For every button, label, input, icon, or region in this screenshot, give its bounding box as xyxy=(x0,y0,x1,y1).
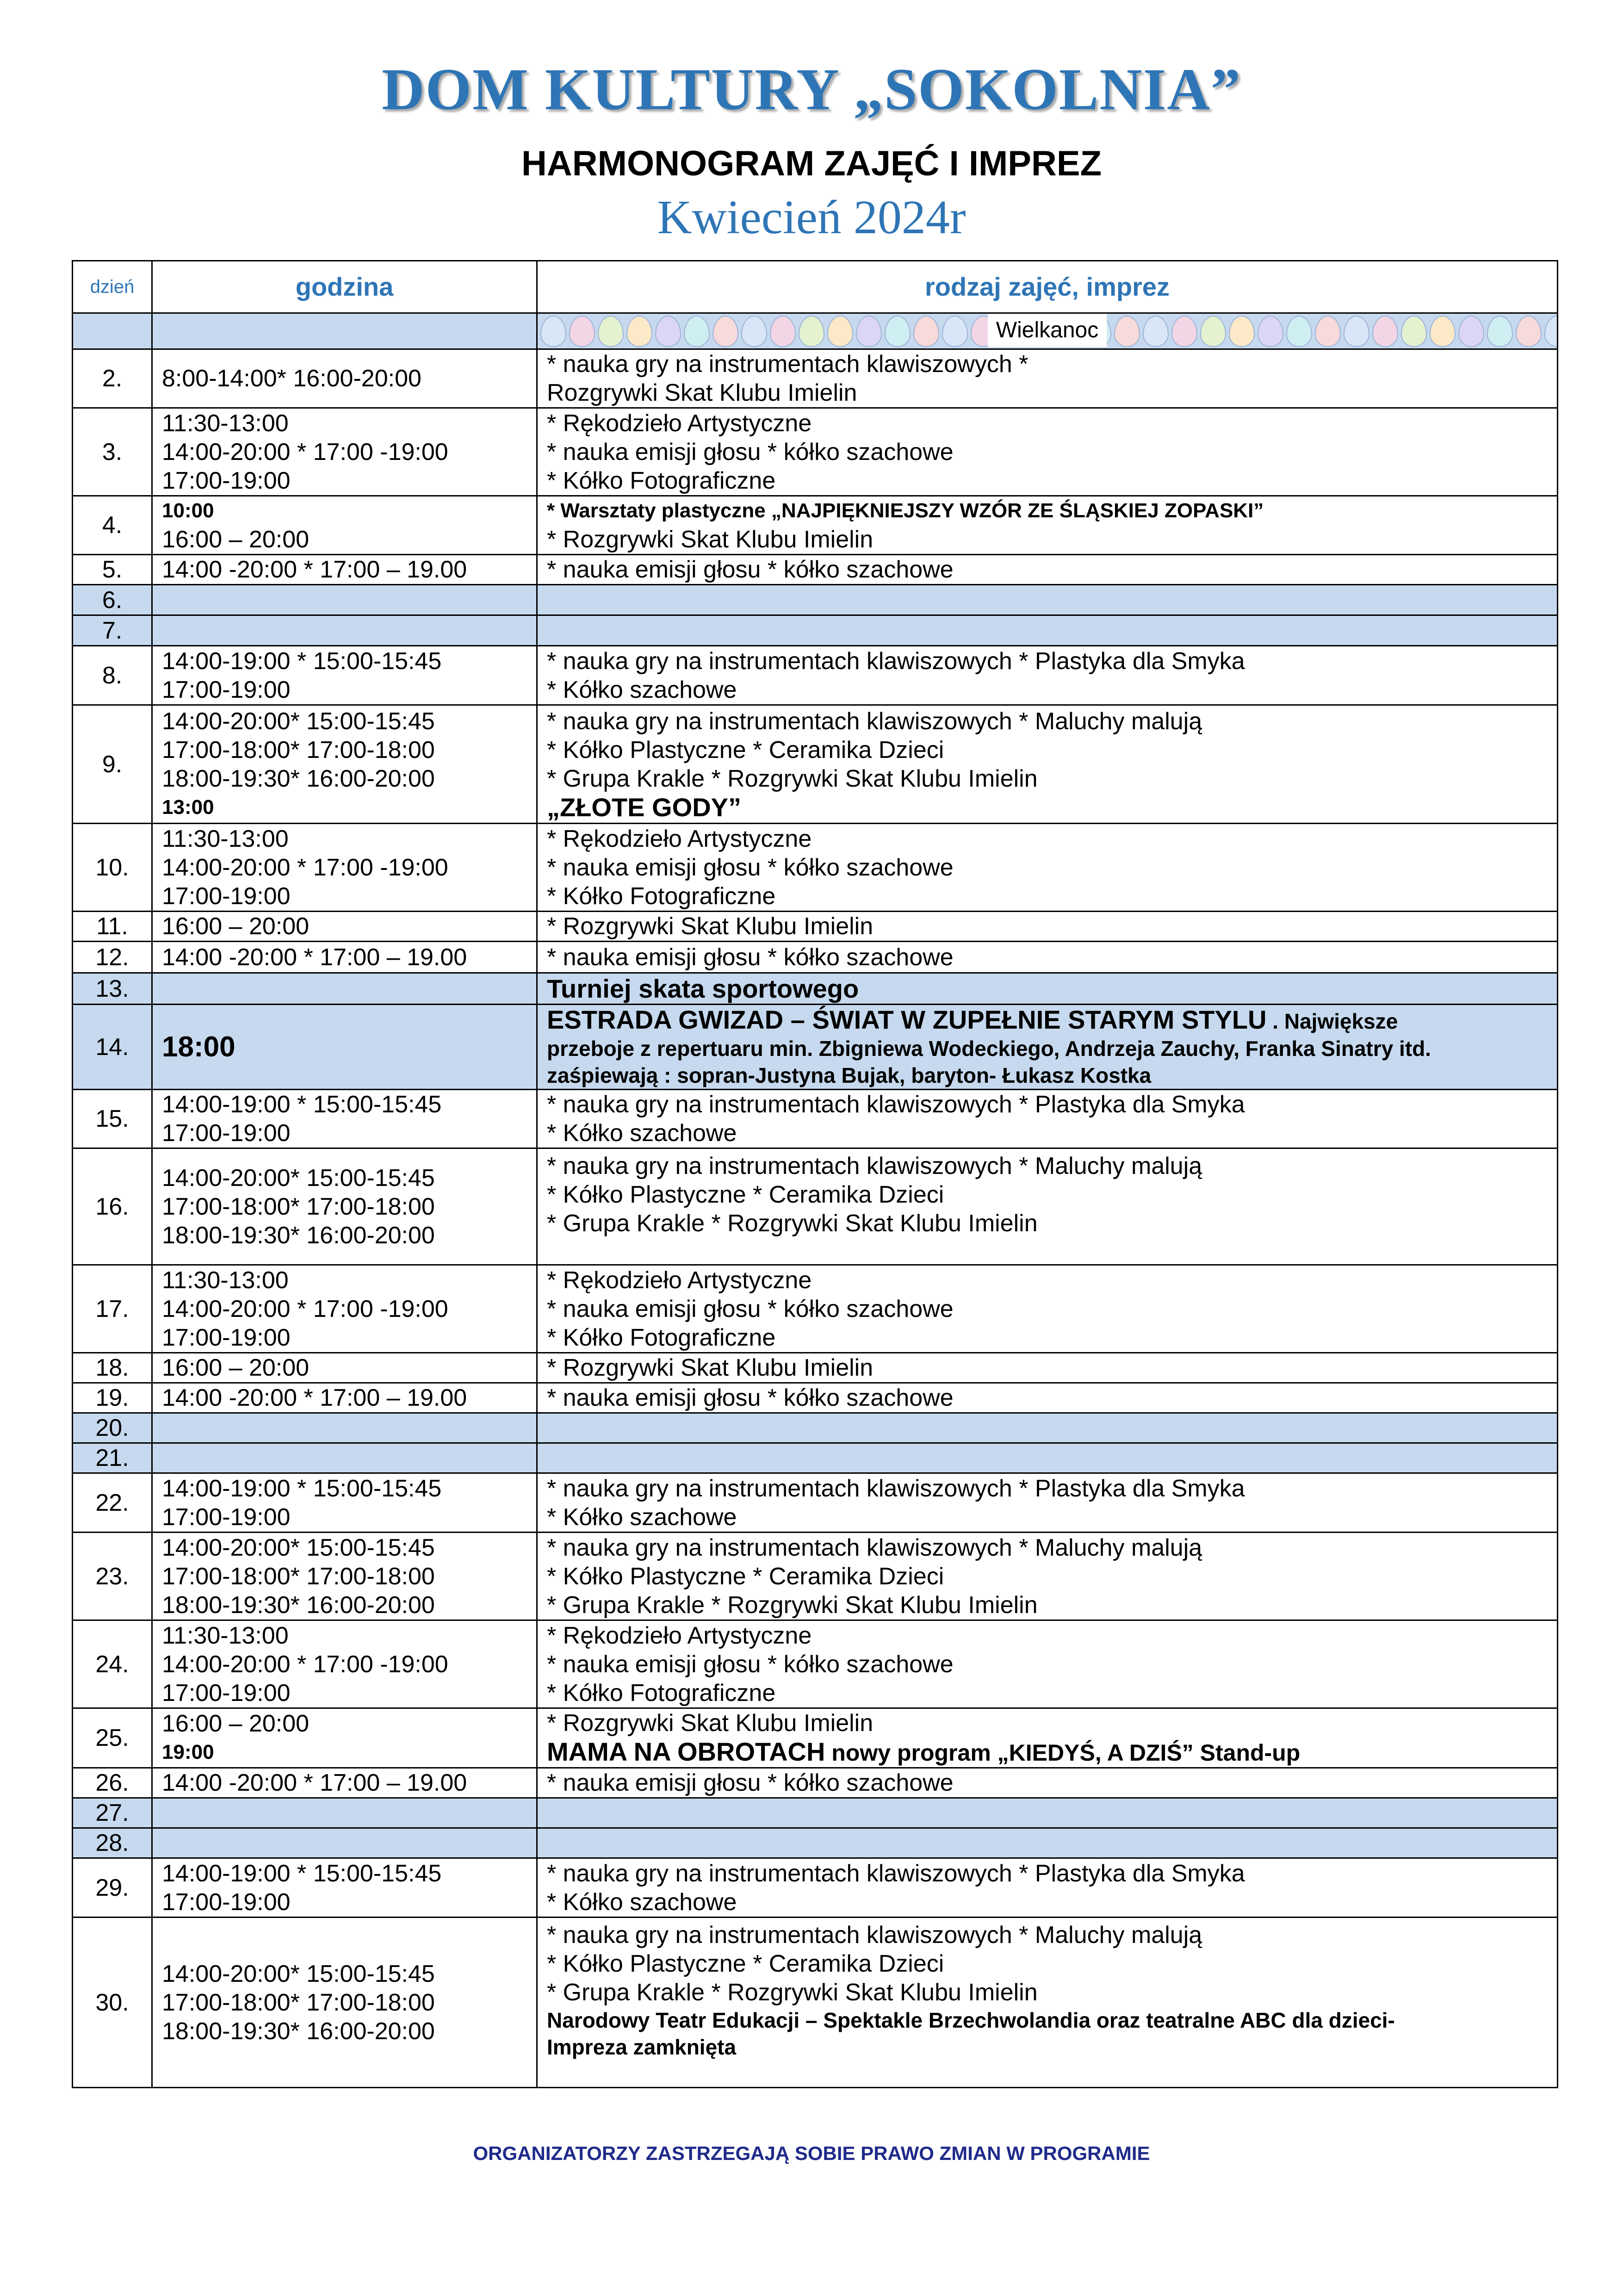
hour-cell xyxy=(152,1708,537,1768)
day-cell: 29. xyxy=(73,1858,152,1917)
activity-line: * Kółko Fotograficzne xyxy=(547,1324,776,1351)
activity-line: * nauka gry na instrumentach klawiszowych * Maluchy malują xyxy=(547,1153,1202,1179)
hour-line: 17:00-19:00 xyxy=(162,882,291,910)
activity-line: * Kółko szachowe xyxy=(547,1120,737,1147)
easter-egg-icon xyxy=(1114,316,1140,347)
activity-line: * Grupa Krakle * Rozgrywki Skat Klubu Imielin xyxy=(547,765,1038,792)
activity-line: * Kółko szachowe xyxy=(547,1503,737,1531)
hour-line: 17:00-18:00* 17:00-18:00 xyxy=(162,1563,435,1590)
hour-cell xyxy=(152,1265,537,1353)
table-row xyxy=(73,1768,1558,1798)
activity-cell xyxy=(537,1473,1558,1533)
hour-cell: 14:00 -20:00 * 17:00 – 19.00 xyxy=(152,1383,537,1413)
event-description: . Największe xyxy=(1266,1009,1398,1033)
hour-line: 17:00-19:00 xyxy=(162,1324,291,1351)
activity-line: * Rękodzieło Artystyczne xyxy=(547,1622,812,1649)
hour-cell: 16:00 – 20:00 xyxy=(152,912,537,942)
easter-egg-icon xyxy=(913,316,939,347)
activity-line: * Kółko Plastyczne * Ceramika Dzieci xyxy=(547,736,944,763)
day-cell: 13. xyxy=(73,973,152,1005)
easter-egg-icon xyxy=(540,316,566,347)
table-row xyxy=(73,555,1558,585)
activity-line: * nauka gry na instrumentach klawiszowych * Maluchy malują xyxy=(547,1922,1202,1948)
day-cell: 6. xyxy=(73,585,152,615)
event-description: Impreza zamknięta xyxy=(547,2035,737,2059)
hour-cell xyxy=(152,349,537,408)
day-cell: 9. xyxy=(73,705,152,824)
hour-line: 14:00-20:00* 15:00-15:45 xyxy=(162,707,435,735)
table-row xyxy=(73,705,1558,824)
hour-line: 17:00-18:00* 17:00-18:00 xyxy=(162,1193,435,1220)
hour-cell: 14:00 -20:00 * 17:00 – 19.00 xyxy=(152,1768,537,1798)
easter-egg-icon xyxy=(598,316,624,347)
hour-line: 11:30-13:00 xyxy=(162,410,289,437)
hour-line: 17:00-19:00 xyxy=(162,1679,291,1706)
day-cell: 8. xyxy=(73,646,152,705)
activity-cell xyxy=(537,1090,1558,1148)
table-row xyxy=(73,349,1558,408)
table-row xyxy=(73,973,1558,1005)
activity-cell xyxy=(537,824,1558,912)
hour-cell xyxy=(152,973,537,1005)
activity-line: * nauka gry na instrumentach klawiszowych * Maluchy malują xyxy=(547,1534,1202,1561)
header-activity: rodzaj zajęć, imprez xyxy=(537,261,1558,313)
easter-egg-icon xyxy=(1487,316,1513,347)
hour-line: 14:00-20:00* 15:00-15:45 xyxy=(162,1164,435,1191)
activity-line: * Kółko Plastyczne * Ceramika Dzieci xyxy=(547,1181,944,1208)
activity-cell xyxy=(537,1265,1558,1353)
hour-cell xyxy=(152,1858,537,1917)
hour-line: 11:30-13:00 xyxy=(162,1266,289,1294)
table-row xyxy=(73,1090,1558,1148)
day-cell: 30. xyxy=(73,1917,152,2088)
hour-cell xyxy=(152,1620,537,1708)
easter-egg-icon xyxy=(942,316,968,347)
table-row xyxy=(73,912,1558,942)
activity-cell xyxy=(537,585,1558,615)
hour-line: 16:00 – 20:00 xyxy=(162,526,310,553)
day-cell: 5. xyxy=(73,555,152,585)
activity-cell xyxy=(537,1443,1558,1473)
activity-line: * nauka gry na instrumentach klawiszowych * Plastyka dla Smyka xyxy=(547,1475,1245,1502)
hour-cell xyxy=(152,824,537,912)
easter-egg-icon xyxy=(1229,316,1255,347)
day-cell: 12. xyxy=(73,942,152,973)
schedule-table xyxy=(72,260,1558,2088)
activity-cell xyxy=(537,615,1558,646)
activity-cell xyxy=(537,1620,1558,1708)
activity-cell xyxy=(537,1917,1558,2088)
activity-cell xyxy=(537,1828,1558,1858)
activity-line: * nauka emisji głosu * kółko szachowe xyxy=(547,854,954,881)
table-row xyxy=(73,1858,1558,1917)
hour-line: 17:00-18:00* 17:00-18:00 xyxy=(162,1989,435,2016)
easter-egg-icon xyxy=(684,316,710,347)
hour-cell xyxy=(152,1917,537,2088)
hour-line: 14:00-19:00 * 15:00-15:45 xyxy=(162,647,442,675)
header-day: dzień xyxy=(73,261,152,313)
hour-line: 17:00-19:00 xyxy=(162,467,291,494)
easter-egg-icon xyxy=(1430,316,1456,347)
event-title: MAMA NA OBROTACH xyxy=(547,1737,825,1766)
activity-line: * nauka emisji głosu * kółko szachowe xyxy=(547,1651,954,1678)
hour-line: 14:00-20:00* 15:00-15:45 xyxy=(162,1960,435,1987)
easter-egg-icon xyxy=(1171,316,1197,347)
table-row xyxy=(73,1148,1558,1265)
hour-cell xyxy=(152,1148,537,1265)
day-cell: 11. xyxy=(73,912,152,942)
footer-note: ORGANIZATORZY ZASTRZEGAJĄ SOBIE PRAWO ZMIAN W PROGRAMIE xyxy=(473,2142,1150,2164)
event-description: zaśpiewają : sopran-Justyna Bujak, baryton- Łukasz Kostka xyxy=(547,1063,1152,1087)
day-cell: 14. xyxy=(73,1005,152,1090)
table-row xyxy=(73,1353,1558,1383)
activity-cell: * nauka emisji głosu * kółko szachowe xyxy=(537,1768,1558,1798)
activity-line: * Kółko Plastyczne * Ceramika Dzieci xyxy=(547,1563,944,1590)
hour-line: 11:30-13:00 xyxy=(162,825,289,852)
table-row xyxy=(73,496,1558,555)
activity-line: * nauka emisji głosu * kółko szachowe xyxy=(547,1295,954,1322)
hour-cell xyxy=(152,496,537,555)
hour-cell xyxy=(152,408,537,496)
hour-line: 17:00-19:00 xyxy=(162,676,291,703)
hour-line: 18:00-19:30* 16:00-20:00 xyxy=(162,1591,435,1619)
activity-line: * nauka gry na instrumentach klawiszowych * Maluchy malują xyxy=(547,707,1202,735)
table-row xyxy=(73,1383,1558,1413)
easter-egg-icon xyxy=(770,316,796,347)
easter-egg-icon xyxy=(569,316,595,347)
easter-egg-icon xyxy=(1315,316,1341,347)
easter-egg-icon xyxy=(827,316,853,347)
hour-cell xyxy=(152,1090,537,1148)
table-row xyxy=(73,1265,1558,1353)
hour-cell: 14:00 -20:00 * 17:00 – 19.00 xyxy=(152,555,537,585)
hour-line: 8:00-14:00* 16:00-20:00 xyxy=(162,365,421,392)
day-cell: 25. xyxy=(73,1708,152,1768)
hour-line: 14:00-20:00 * 17:00 -19:00 xyxy=(162,1295,448,1322)
event-description: Narodowy Teatr Edukacji – Spektakle Brzechwolandia oraz teatralne ABC dla dzieci- xyxy=(547,2008,1395,2032)
hour-line: 14:00-19:00 * 15:00-15:45 xyxy=(162,1091,442,1118)
activity-line: * Grupa Krakle * Rozgrywki Skat Klubu Imielin xyxy=(547,1591,1038,1619)
easter-egg-icon xyxy=(885,316,911,347)
event-description: przeboje z repertuaru min. Zbigniewa Wodeckiego, Andrzeja Zauchy, Franka Sinatry itd. xyxy=(547,1036,1431,1061)
activity-line: * Grupa Krakle * Rozgrywki Skat Klubu Imielin xyxy=(547,1979,1038,2006)
activity-cell xyxy=(537,1708,1558,1768)
easter-egg-icon xyxy=(799,316,824,347)
table-header-row xyxy=(73,261,1558,313)
table-row xyxy=(73,1708,1558,1768)
easter-egg-icon xyxy=(1401,316,1427,347)
activity-line: * nauka gry na instrumentach klawiszowych * Plastyka dla Smyka xyxy=(547,1091,1245,1118)
activity-line: * Rozgrywki Skat Klubu Imielin xyxy=(547,1710,873,1737)
table-row xyxy=(73,1473,1558,1533)
hour-line: 17:00-18:00* 17:00-18:00 xyxy=(162,736,435,763)
easter-egg-icon xyxy=(856,316,882,347)
event-description: nowy program „KIEDYŚ, A DZIŚ” Stand-up xyxy=(825,1740,1301,1766)
activity-cell xyxy=(537,496,1558,555)
easter-egg-icon xyxy=(1258,316,1283,347)
activity-line: * Kółko szachowe xyxy=(547,1888,737,1916)
easter-egg-icon xyxy=(1372,316,1398,347)
table-row xyxy=(73,1443,1558,1473)
hour-cell xyxy=(152,1828,537,1858)
day-cell: 2. xyxy=(73,349,152,408)
day-cell: 26. xyxy=(73,1768,152,1798)
easter-egg-icon xyxy=(1516,316,1542,347)
activity-cell xyxy=(537,1533,1558,1620)
day-cell: 27. xyxy=(73,1798,152,1828)
easter-egg-icon xyxy=(712,316,738,347)
activity-cell xyxy=(537,1148,1558,1265)
hour-line: 14:00-20:00 * 17:00 -19:00 xyxy=(162,438,448,465)
hour-line: 14:00-19:00 * 15:00-15:45 xyxy=(162,1860,442,1887)
easter-egg-icon xyxy=(626,316,652,347)
activity-line: * Rękodzieło Artystyczne xyxy=(547,410,812,437)
activity-cell xyxy=(537,1005,1558,1090)
activity-line: * Rozgrywki Skat Klubu Imielin xyxy=(547,526,873,553)
day-cell: 10. xyxy=(73,824,152,912)
easter-egg-icon xyxy=(1286,316,1312,347)
hour-cell xyxy=(152,1798,537,1828)
event-title: Turniej skata sportowego xyxy=(537,973,1558,1005)
table-row xyxy=(73,1533,1558,1620)
activity-line: * Kółko szachowe xyxy=(547,676,737,703)
header-hour: godzina xyxy=(152,261,537,313)
activity-line: * Warsztaty plastyczne „NAJPIĘKNIEJSZY WZÓR ZE ŚLĄSKIEJ ZOPASKI” xyxy=(547,499,1264,522)
easter-egg-icon xyxy=(1544,316,1558,347)
hour-cell xyxy=(152,313,537,349)
activity-line: * Kółko Fotograficzne xyxy=(547,1679,776,1706)
activity-line: * Rękodzieło Artystyczne xyxy=(547,1266,812,1294)
day-cell: 20. xyxy=(73,1413,152,1443)
table-row xyxy=(73,646,1558,705)
table-row xyxy=(73,824,1558,912)
hour-line: 17:00-19:00 xyxy=(162,1888,291,1916)
hour-line: 14:00-20:00* 15:00-15:45 xyxy=(162,1534,435,1561)
easter-egg-icon xyxy=(655,316,681,347)
day-cell: 4. xyxy=(73,496,152,555)
hour-line: 11:30-13:00 xyxy=(162,1622,289,1649)
event-title: „ZŁOTE GODY” xyxy=(547,792,741,822)
day-cell: 3. xyxy=(73,408,152,496)
activity-cell xyxy=(537,1858,1558,1917)
hour-line: 16:00 – 20:00 xyxy=(162,1710,310,1737)
activity-cell xyxy=(537,1798,1558,1828)
activity-line: Rozgrywki Skat Klubu Imielin xyxy=(547,379,857,406)
month-label: Kwiecień 2024r xyxy=(657,191,966,244)
day-cell: 18. xyxy=(73,1353,152,1383)
activity-line: * Rękodzieło Artystyczne xyxy=(547,825,812,852)
page-subtitle: HARMONOGRAM ZAJĘĆ I IMPREZ xyxy=(521,144,1102,183)
page-title: DOM KULTURY „SOKOLNIA” xyxy=(382,56,1241,122)
day-cell: 17. xyxy=(73,1265,152,1353)
day-cell: 28. xyxy=(73,1828,152,1858)
day-cell: 22. xyxy=(73,1473,152,1533)
easter-egg-icon xyxy=(1200,316,1226,347)
hour-cell xyxy=(152,585,537,615)
hour-line: 13:00 xyxy=(162,795,214,819)
hour-line: 18:00-19:30* 16:00-20:00 xyxy=(162,765,435,792)
easter-row xyxy=(73,313,1558,349)
hour-cell: 14:00 -20:00 * 17:00 – 19.00 xyxy=(152,942,537,973)
hour-line: 18:00-19:30* 16:00-20:00 xyxy=(162,1222,435,1249)
activity-line: * Kółko Fotograficzne xyxy=(547,467,776,494)
easter-egg-icon xyxy=(1458,316,1484,347)
day-cell: 24. xyxy=(73,1620,152,1708)
easter-label: Wielkanoc xyxy=(988,314,1107,347)
hour-line: 14:00-19:00 * 15:00-15:45 xyxy=(162,1475,442,1502)
hour-cell: 18:00 xyxy=(152,1005,537,1090)
day-cell: 21. xyxy=(73,1443,152,1473)
day-cell: 16. xyxy=(73,1148,152,1265)
hour-cell: 16:00 – 20:00 xyxy=(152,1353,537,1383)
activity-cell: * Rozgrywki Skat Klubu Imielin xyxy=(537,1353,1558,1383)
activity-cell xyxy=(537,646,1558,705)
hour-cell xyxy=(152,615,537,646)
activity-cell: * Rozgrywki Skat Klubu Imielin xyxy=(537,912,1558,942)
day-cell: 19. xyxy=(73,1383,152,1413)
table-row xyxy=(73,585,1558,615)
day-cell xyxy=(73,313,152,349)
activity-line: * nauka gry na instrumentach klawiszowych * xyxy=(547,351,1028,378)
hour-cell xyxy=(152,646,537,705)
activity-cell: * nauka emisji głosu * kółko szachowe xyxy=(537,942,1558,973)
hour-line: 17:00-19:00 xyxy=(162,1503,291,1531)
day-cell: 23. xyxy=(73,1533,152,1620)
table-row xyxy=(73,1798,1558,1828)
activity-line: * Kółko Fotograficzne xyxy=(547,882,776,910)
easter-egg-icon xyxy=(1344,316,1369,347)
activity-line: * Grupa Krakle * Rozgrywki Skat Klubu Imielin xyxy=(547,1210,1038,1237)
activity-cell xyxy=(537,349,1558,408)
activity-cell: * nauka emisji głosu * kółko szachowe xyxy=(537,555,1558,585)
easter-banner xyxy=(537,313,1558,349)
day-cell: 7. xyxy=(73,615,152,646)
activity-cell xyxy=(537,705,1558,824)
table-row xyxy=(73,1620,1558,1708)
activity-line: * nauka gry na instrumentach klawiszowych * Plastyka dla Smyka xyxy=(547,1860,1245,1887)
hour-cell xyxy=(152,705,537,824)
hour-cell xyxy=(152,1533,537,1620)
hour-line: 19:00 xyxy=(162,1741,214,1763)
table-row xyxy=(73,1828,1558,1858)
activity-cell: * nauka emisji głosu * kółko szachowe xyxy=(537,1383,1558,1413)
easter-egg-icon xyxy=(741,316,767,347)
activity-line: * nauka emisji głosu * kółko szachowe xyxy=(547,438,954,465)
hour-line: 10:00 xyxy=(162,499,214,522)
hour-line: 18:00-19:30* 16:00-20:00 xyxy=(162,2017,435,2045)
table-row xyxy=(73,1413,1558,1443)
activity-cell xyxy=(537,1413,1558,1443)
table-row xyxy=(73,942,1558,973)
hour-cell xyxy=(152,1473,537,1533)
easter-egg-icon xyxy=(1143,316,1169,347)
activity-line: * Kółko Plastyczne * Ceramika Dzieci xyxy=(547,1950,944,1977)
hour-cell xyxy=(152,1443,537,1473)
hour-line: 14:00-20:00 * 17:00 -19:00 xyxy=(162,854,448,881)
hour-line: 14:00-20:00 * 17:00 -19:00 xyxy=(162,1651,448,1678)
table-row xyxy=(73,615,1558,646)
day-cell: 15. xyxy=(73,1090,152,1148)
activity-cell xyxy=(537,408,1558,496)
hour-line: 17:00-19:00 xyxy=(162,1120,291,1147)
table-row xyxy=(73,1917,1558,2088)
table-row xyxy=(73,408,1558,496)
event-title: ESTRADA GWIZAD – ŚWIAT W ZUPEŁNIE STARYM STYLU xyxy=(547,1005,1267,1034)
activity-line: * nauka gry na instrumentach klawiszowych * Plastyka dla Smyka xyxy=(547,647,1245,675)
table-row xyxy=(73,1005,1558,1090)
hour-cell xyxy=(152,1413,537,1443)
